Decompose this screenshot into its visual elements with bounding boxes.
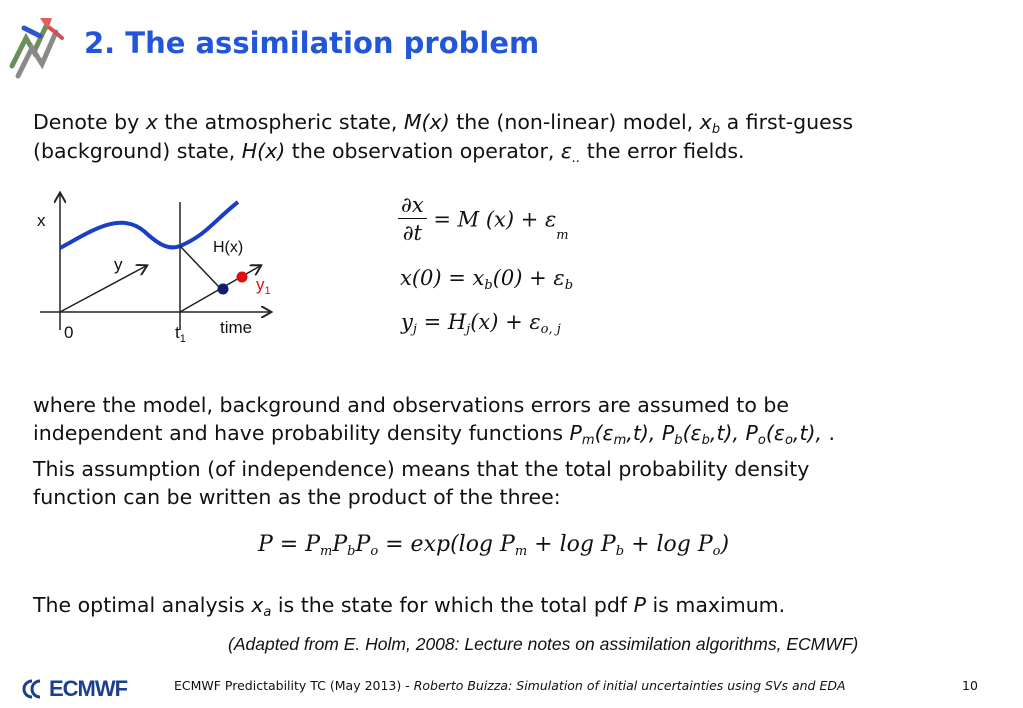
prod-sub: b — [615, 544, 625, 559]
eq3-sub: j — [412, 322, 417, 337]
para3-line-1: This assumption (of independence) means that the total probability density — [33, 457, 810, 481]
equation-observation — [401, 310, 561, 337]
pdf-symbol: P — [745, 421, 758, 445]
eq3-sub: j — [466, 322, 471, 337]
eq2-lhs: x(0) = x — [400, 266, 485, 290]
text-fragment: Denote by — [33, 110, 146, 134]
eq1-numerator: ∂x — [398, 192, 427, 219]
eq3-mid: = H — [416, 310, 467, 334]
label-hx: H(x) — [213, 239, 244, 256]
var-p: P — [633, 593, 646, 617]
label-y: y — [114, 255, 123, 274]
text-fragment: the atmospheric state, — [157, 110, 404, 134]
text-fragment: the (non-linear) model, — [449, 110, 700, 134]
model-point — [218, 284, 229, 295]
eq2-sub: b — [484, 278, 493, 293]
footer-italic: Roberto Buizza: Simulation of initial uncertainties using SVs and EDA — [413, 678, 846, 693]
prod-sub: o — [370, 544, 379, 559]
prod-close: ) — [720, 532, 730, 557]
subscript: o — [757, 433, 766, 448]
model-trajectory — [60, 202, 238, 248]
prod-sub: o — [712, 544, 721, 559]
eq1-rhs: = M (x) + ε — [433, 207, 557, 232]
eq1-sub: m — [556, 228, 569, 243]
footer-text — [174, 678, 846, 693]
prod-plus: + log P — [527, 532, 616, 557]
text-fragment: The optimal analysis — [33, 593, 252, 617]
var-mx: M(x) — [403, 110, 450, 134]
subscript: b — [711, 122, 721, 137]
axis-label-time: time — [220, 318, 253, 337]
text-fragment: is maximum. — [645, 593, 786, 617]
equation-product — [258, 532, 729, 559]
text-fragment: (background) state, — [33, 139, 242, 163]
eq1-denominator: ∂t — [402, 221, 422, 245]
citation: (Adapted from E. Holm, 2008: Lecture notes on assimilation algorithms, ECMWF) — [228, 634, 859, 654]
subscript: o — [784, 433, 793, 448]
subscript: b — [701, 433, 710, 448]
eq3-y: y — [401, 310, 413, 334]
page-title: 2. The assimilation problem — [84, 26, 540, 60]
pdf-arg: ,t), — [626, 421, 662, 445]
tick-label-t1-sub: 1 — [179, 333, 186, 345]
intro-line-2 — [33, 137, 745, 173]
pdf-arg: (ε — [765, 421, 785, 445]
para2-line-2 — [33, 419, 835, 455]
axis-label-x: x — [37, 211, 46, 230]
label-y1-sub: 1 — [264, 285, 271, 297]
text-fragment: the observation operator, — [285, 139, 561, 163]
label-y1-base: y — [256, 275, 265, 294]
text-fragment: is the state for which the total pdf — [271, 593, 634, 617]
para2-line-1: where the model, background and observations errors are assumed to be — [33, 393, 790, 417]
subscript: b — [674, 433, 683, 448]
text-fragment: . — [828, 421, 836, 445]
pdf-arg: ,t), — [709, 421, 746, 445]
label-y1 — [256, 275, 271, 297]
equation-model — [398, 192, 569, 247]
prod-mid: = exp(log P — [378, 532, 515, 557]
subscript: .. — [572, 151, 581, 166]
eq2-mid: (0) + ε — [492, 266, 565, 290]
var-hx: H(x) — [241, 139, 286, 163]
ecmwf-logo-icon — [20, 679, 48, 699]
var-xb: x — [699, 110, 712, 134]
text-fragment: the error fields. — [580, 139, 745, 163]
pdf-arg: ,t), — [792, 421, 829, 445]
pdf-arg: (ε — [594, 421, 614, 445]
prod-plus: + log P — [624, 532, 713, 557]
ecmwf-logo-text: ECMWF — [49, 676, 128, 701]
page-number: 10 — [962, 678, 978, 693]
ecmwf-logo — [20, 676, 127, 702]
para3-line-2: function can be written as the product of the three: — [33, 485, 561, 509]
prod-sub: b — [347, 544, 356, 559]
subscript: m — [581, 433, 595, 448]
prod-p: P — [332, 532, 348, 557]
eq2-sub: b — [564, 278, 574, 293]
optimal-line — [33, 591, 785, 627]
prod-lhs: P = P — [258, 532, 321, 557]
equation-background — [400, 266, 573, 293]
prod-sub: m — [514, 544, 528, 559]
pdf-symbol: P — [661, 421, 675, 445]
pdf-symbol: P — [569, 421, 582, 445]
obs-vector-y — [60, 266, 146, 312]
text-fragment: independent and have probability density functions — [33, 421, 570, 445]
pdf-arg: (ε — [682, 421, 702, 445]
var-x: x — [145, 110, 158, 134]
observation-point — [237, 272, 248, 283]
eq3-sub: o, j — [540, 322, 561, 337]
corner-logo-icon — [4, 8, 70, 84]
subscript: a — [263, 605, 272, 620]
footer-plain: ECMWF Predictability TC (May 2013) - — [174, 678, 414, 693]
var-xa: x — [251, 593, 264, 617]
text-fragment: a first-guess — [720, 110, 854, 134]
eq3-rest: (x) + ε — [470, 310, 541, 334]
var-eps: ε — [560, 139, 573, 163]
prod-p: P — [355, 532, 371, 557]
subscript: m — [613, 433, 627, 448]
tick-label-t1-base: t — [175, 323, 180, 342]
tick-label-zero: 0 — [64, 323, 74, 342]
prod-sub: m — [320, 544, 333, 559]
assimilation-diagram — [20, 180, 290, 350]
